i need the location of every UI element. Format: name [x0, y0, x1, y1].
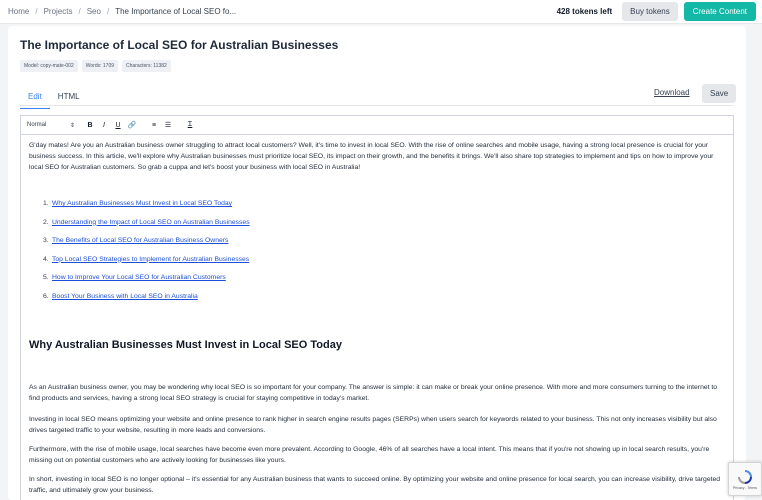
body-paragraph: Investing in local SEO means optimizing your website and online presence to rank higher in search engine results pages (SERPs) when users search for keywords related to your business. This not only increases visibility but also drives targeted traffic to your website, resulting in more leads and conversions.	[29, 416, 717, 434]
tokens-left: 428 tokens left	[556, 7, 613, 16]
underline-button[interactable]: U	[115, 121, 121, 129]
rich-text-editor[interactable]	[20, 115, 734, 500]
bold-button[interactable]: B	[87, 121, 93, 129]
body-paragraph: Furthermore, with the rise of mobile usage, local searches have become even more prevalent. According to Google, 46% of all searches have a local intent. This means that if you're not showing up in local search results, you're missing out on potential customers who are actively looking for businesses like yours.	[29, 446, 710, 464]
table-of-contents	[43, 198, 250, 309]
link-icon[interactable]: 🔗	[127, 122, 137, 129]
editor-toolbar	[21, 116, 733, 135]
toc-link[interactable]: Top Local SEO Strategies to Implement for Australian Businesses	[52, 255, 250, 263]
breadcrumb	[0, 7, 557, 16]
ordered-list-icon[interactable]: ≡	[151, 121, 157, 129]
list-item: 6. Boost Your Business with Local SEO in Australia	[43, 292, 198, 300]
bullet-list-icon[interactable]: ☰	[164, 122, 172, 129]
breadcrumb-home[interactable]: Home	[8, 7, 30, 16]
select-arrows-icon: ⇕	[69, 122, 75, 129]
toc-link[interactable]: Understanding the Impact of Local SEO on Australian Businesses	[52, 218, 250, 226]
breadcrumb-projects[interactable]: Projects	[43, 7, 73, 16]
toc-link[interactable]: Why Australian Businesses Must Invest in Local SEO Today	[52, 200, 233, 207]
list-item: 3. The Benefits of Local SEO for Australian Business Owners	[43, 237, 229, 244]
top-bar	[0, 0, 762, 24]
list-item: 2. Understanding the Impact of Local SEO on Australian Businesses	[43, 218, 250, 226]
list-item: 4. Top Local SEO Strategies to Implement for Australian Businesses	[43, 255, 250, 263]
format-select[interactable]	[27, 122, 75, 129]
save-button[interactable]: Save	[702, 84, 736, 103]
toc-link[interactable]: How to Improve Your Local SEO for Australian Customers	[52, 274, 226, 281]
recaptcha-badge[interactable]	[728, 462, 762, 496]
tab-edit[interactable]: Edit	[20, 88, 50, 109]
body-paragraph: As an Australian business owner, you may be wondering why local SEO is so important for your company. The answer is simple: it can make or break your online presence. With more and more consumers turning to the internet to find products and services, having a strong local SEO strategy is crucial for staying competitive in today's market.	[29, 384, 718, 402]
body-paragraph: In short, investing in local SEO is no longer optional – it's essential for any Australian business that wants to succeed online. By optimizing your website and online presence for local search, you can increase visibility, drive targeted traffic, and ultimately grow your business.	[29, 476, 721, 494]
words-badge: Words: 1709	[82, 60, 118, 72]
breadcrumb-separator: /	[106, 7, 110, 16]
model-badge: Model: copy-mate-002	[20, 60, 78, 72]
section-heading: Why Australian Businesses Must Invest in Local SEO Today	[29, 339, 342, 351]
create-content-button[interactable]: Create Content	[684, 2, 756, 21]
recaptcha-icon	[737, 469, 753, 485]
format-select-value: Normal	[27, 122, 47, 128]
toc-link[interactable]: The Benefits of Local SEO for Australian Business Owners	[52, 237, 229, 244]
recaptcha-terms[interactable]: Privacy - Terms	[732, 485, 758, 490]
list-item: 5. How to Improve Your Local SEO for Australian Customers	[43, 274, 226, 281]
breadcrumb-separator: /	[35, 7, 38, 16]
download-button[interactable]: Download	[654, 88, 690, 97]
document-panel	[8, 26, 746, 500]
characters-badge: Characters: 11382	[122, 60, 171, 72]
breadcrumb-seo[interactable]: Seo	[86, 7, 101, 16]
breadcrumb-separator: /	[78, 7, 81, 16]
tab-html[interactable]: HTML	[57, 92, 80, 101]
intro-paragraph: G'day mates! Are you an Australian business owner struggling to attract local customers? Well, it's time to invest in local SEO. With the rise of online searches and mobile usage, having a strong local presence is crucial for your business success. In this article, we'll explore why Australian businesses must prioritize local SEO, its impact on their growth, and the benefits it brings. We'll also share top strategies to implement and tips on how to improve your local SEO for Australian customers. So grab a cuppa and let's boost your business with local SEO in Australia!	[29, 142, 714, 171]
toc-link[interactable]: Boost Your Business with Local SEO in Australia	[52, 292, 198, 300]
page-title: The Importance of Local SEO for Australian Businesses	[20, 38, 339, 52]
italic-button[interactable]: I	[103, 121, 105, 129]
tab-divider	[20, 105, 734, 106]
list-item: 1. Why Australian Businesses Must Invest in Local SEO Today	[43, 200, 233, 207]
buy-tokens-button[interactable]: Buy tokens	[622, 2, 678, 21]
document-badges	[20, 60, 171, 72]
breadcrumb-current: The Importance of Local SEO fo...	[115, 7, 237, 16]
clear-format-icon[interactable]: Ꮖ	[187, 121, 193, 128]
